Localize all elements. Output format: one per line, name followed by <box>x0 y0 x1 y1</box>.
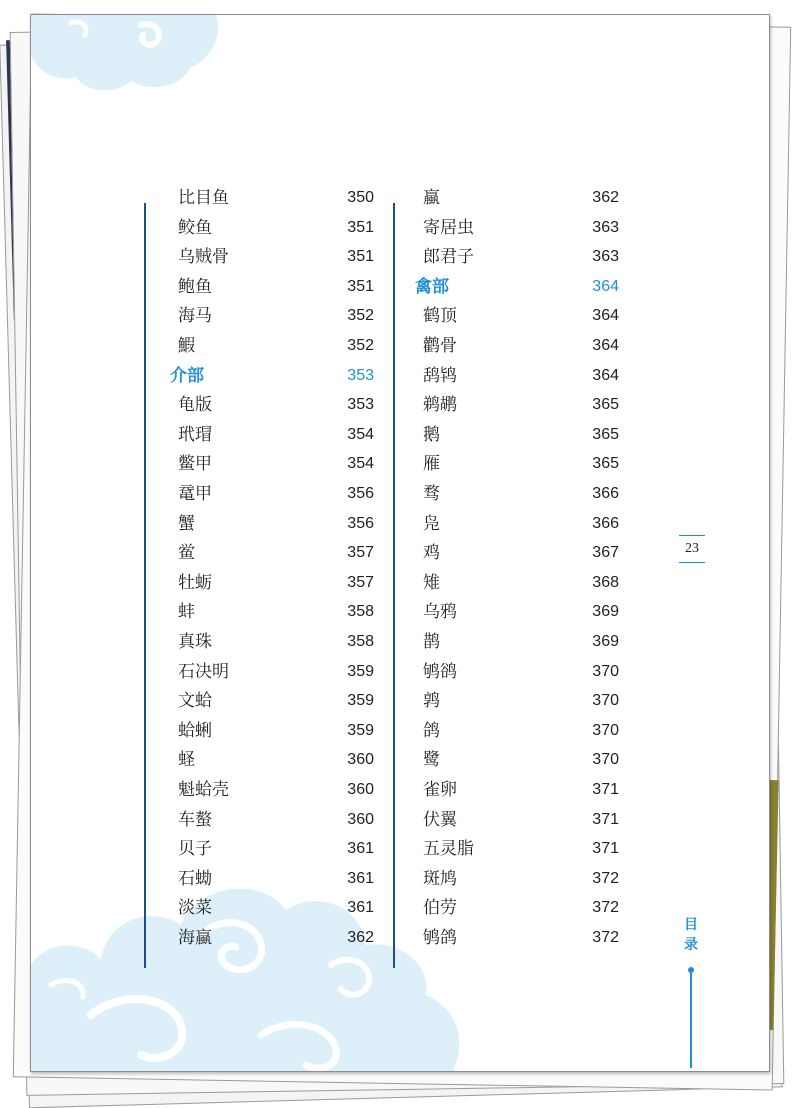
toc-entry-name: 骛 <box>423 484 440 504</box>
page-number: 23 <box>679 535 705 563</box>
toc-entry-page: 364 <box>592 337 619 354</box>
toc-entry-page: 365 <box>592 455 619 473</box>
toc-entry-page: 372 <box>592 899 619 917</box>
toc-entry-page: 372 <box>592 869 619 887</box>
toc-entry-page: 364 <box>592 277 619 295</box>
toc-entry-page: 351 <box>347 277 374 295</box>
toc-entry-name: 鼋甲 <box>178 484 212 504</box>
toc-entry-page: 361 <box>347 869 374 887</box>
toc-entry-name: 魁蛤壳 <box>178 780 229 800</box>
toc-section-header[interactable] <box>170 363 374 389</box>
toc-entry[interactable] <box>178 659 374 685</box>
toc-entry-name: 鹑 <box>423 691 440 712</box>
toc-entry-name: 文蛤 <box>178 691 212 712</box>
cloud-top-icon <box>31 15 231 105</box>
toc-entry[interactable] <box>423 925 619 951</box>
toc-entry-page: 350 <box>347 189 374 206</box>
toc-entry-page: 363 <box>592 218 619 236</box>
toc-entry-name: 寄居虫 <box>423 217 474 238</box>
toc-entry-page: 356 <box>347 485 374 502</box>
toc-entry[interactable] <box>423 244 619 270</box>
toc-entry-name: 雀卵 <box>423 780 457 800</box>
toc-entry[interactable] <box>423 481 619 507</box>
toc-entry[interactable] <box>423 659 619 685</box>
toc-entry-name: 雁 <box>423 454 440 475</box>
toc-entry-page: 370 <box>592 751 619 769</box>
toc-entry-page: 357 <box>347 573 374 591</box>
toc-section-header[interactable] <box>415 274 619 300</box>
toc-entry-name: 鹅 <box>423 424 440 445</box>
toc-entry-name: 蚌 <box>178 602 195 623</box>
toc-entry-page: 359 <box>347 721 374 739</box>
toc-entry-page: 366 <box>592 514 619 532</box>
toc-entry[interactable] <box>178 688 374 714</box>
toc-entry-page: 371 <box>592 781 619 798</box>
toc-entry[interactable] <box>178 451 374 477</box>
toc-entry[interactable] <box>178 511 374 537</box>
toc-entry-name: 蛏 <box>178 750 195 771</box>
toc-entry[interactable] <box>423 777 619 803</box>
toc-entry-page: 352 <box>347 307 374 325</box>
toc-entry[interactable] <box>423 895 619 921</box>
toc-entry-page: 363 <box>592 248 619 266</box>
toc-entry-name: 雉 <box>423 572 440 593</box>
toc-entry[interactable] <box>178 866 374 892</box>
toc-entry-name: 鲍鱼 <box>178 276 212 297</box>
toc-entry-name: 海马 <box>178 306 212 327</box>
toc-entry-page: 369 <box>592 633 619 650</box>
toc-entry[interactable] <box>178 836 374 862</box>
toc-entry-name: 五灵脂 <box>423 839 474 860</box>
toc-entry-page: 357 <box>347 544 374 562</box>
toc-entry-page: 360 <box>347 751 374 769</box>
toc-entry-page: 351 <box>347 248 374 266</box>
toc-entry[interactable] <box>423 540 619 566</box>
side-label-char: 目 <box>684 917 698 933</box>
toc-entry-page: 353 <box>347 366 374 384</box>
toc-entry-page: 353 <box>347 396 374 414</box>
toc-entry-page: 358 <box>347 603 374 621</box>
toc-entry-page: 358 <box>347 633 374 650</box>
left-column-rule <box>144 203 146 968</box>
toc-entry-name: 伏翼 <box>423 809 457 830</box>
toc-entry-page: 367 <box>592 544 619 562</box>
toc-entry-name: 鰕 <box>178 336 195 356</box>
toc-entry-page: 364 <box>592 366 619 384</box>
toc-entry[interactable] <box>423 747 619 773</box>
toc-entry-page: 368 <box>592 573 619 591</box>
toc-entry-name: 鸲鹆 <box>423 661 457 682</box>
toc-entry[interactable] <box>423 629 619 655</box>
toc-entry-page: 370 <box>592 692 619 710</box>
toc-entry[interactable] <box>423 303 619 329</box>
toc-entry-name: 鹊 <box>423 632 440 652</box>
toc-entry-page: 352 <box>347 337 374 354</box>
side-label-char: 录 <box>684 937 698 953</box>
toc-entry-page: 364 <box>592 307 619 325</box>
toc-entry-name: 比目鱼 <box>178 188 229 208</box>
toc-entry[interactable] <box>178 570 374 596</box>
toc-entry-name: 鲛鱼 <box>178 217 212 238</box>
toc-entry[interactable] <box>423 511 619 537</box>
toc-entry[interactable] <box>423 363 619 389</box>
toc-entry[interactable] <box>178 895 374 921</box>
toc-entry[interactable] <box>423 599 619 625</box>
toc-entry-name: 鳖甲 <box>178 454 212 475</box>
toc-entry[interactable] <box>423 185 619 211</box>
toc-entry-page: 361 <box>347 899 374 917</box>
toc-entry[interactable] <box>178 540 374 566</box>
toc-entry-name: 斑鸠 <box>423 868 457 889</box>
toc-entry-page: 360 <box>347 810 374 828</box>
toc-entry-name: 郎君子 <box>423 247 474 268</box>
toc-entry-page: 365 <box>592 396 619 414</box>
toc-entry[interactable] <box>178 925 374 951</box>
toc-entry-page: 370 <box>592 721 619 739</box>
toc-entry[interactable] <box>178 215 374 241</box>
toc-entry-name: 海蠃 <box>178 928 212 948</box>
toc-entry[interactable] <box>178 333 374 359</box>
toc-entry[interactable] <box>423 333 619 359</box>
toc-entry[interactable] <box>178 185 374 211</box>
toc-entry-name: 蟹 <box>178 513 195 534</box>
toc-entry-name: 蛤蜊 <box>178 720 212 741</box>
toc-entry-page: 372 <box>592 929 619 946</box>
toc-entry-name: 鹈鹕 <box>423 395 457 416</box>
toc-entry[interactable] <box>423 570 619 596</box>
toc-entry-page: 362 <box>592 189 619 206</box>
toc-entry[interactable] <box>178 303 374 329</box>
side-label <box>683 915 699 955</box>
toc-entry-name: 伯劳 <box>423 898 457 919</box>
toc-entry[interactable] <box>178 481 374 507</box>
toc-entry-page: 351 <box>347 218 374 236</box>
toc-entry-name: 真珠 <box>178 632 212 652</box>
toc-entry-name: 牡蛎 <box>178 572 212 593</box>
toc-entry-name: 石决明 <box>178 661 229 682</box>
toc-entry-page: 370 <box>592 662 619 680</box>
toc-entry-page: 362 <box>347 929 374 946</box>
toc-entry[interactable] <box>178 807 374 833</box>
side-rule <box>690 973 692 1068</box>
toc-entry[interactable] <box>423 866 619 892</box>
toc-entry-name: 鹤顶 <box>423 306 457 327</box>
toc-entry[interactable] <box>178 718 374 744</box>
toc-entry[interactable] <box>178 777 374 803</box>
toc-entry-page: 354 <box>347 425 374 443</box>
toc-entry-page: 360 <box>347 781 374 798</box>
toc-entry[interactable] <box>178 274 374 300</box>
toc-entry-name: 鸹鸨 <box>423 365 457 386</box>
toc-entry-name: 鸽 <box>423 720 440 741</box>
toc-entry-name: 介部 <box>170 365 204 386</box>
toc-entry-name: 车螯 <box>178 809 212 830</box>
toc-entry-name: 玳瑁 <box>178 424 212 445</box>
toc-entry-name: 鹳骨 <box>423 336 457 356</box>
toc-entry-name: 鸲鸽 <box>423 928 457 948</box>
toc-entry-page: 366 <box>592 485 619 502</box>
toc-entry-name: 禽部 <box>415 276 449 297</box>
toc-entry-name: 蠃 <box>423 188 440 208</box>
toc-entry[interactable] <box>423 422 619 448</box>
right-column-rule <box>393 203 395 968</box>
toc-page <box>30 14 770 1072</box>
toc-entry-name: 石蜐 <box>178 868 212 889</box>
toc-entry-name: 贝子 <box>178 839 212 860</box>
toc-entry[interactable] <box>423 807 619 833</box>
toc-entry-name: 凫 <box>423 513 440 534</box>
toc-entry-page: 356 <box>347 514 374 532</box>
toc-entry-name: 乌贼骨 <box>178 247 229 268</box>
toc-entry-name: 鹭 <box>423 750 440 771</box>
toc-entry[interactable] <box>423 451 619 477</box>
toc-entry-name: 鲎 <box>178 543 195 564</box>
toc-entry-page: 369 <box>592 603 619 621</box>
toc-entry[interactable] <box>178 747 374 773</box>
toc-entry[interactable] <box>178 422 374 448</box>
toc-entry[interactable] <box>178 599 374 625</box>
toc-entry[interactable] <box>423 836 619 862</box>
toc-entry-page: 365 <box>592 425 619 443</box>
toc-entry-name: 鸡 <box>423 543 440 564</box>
toc-entry[interactable] <box>423 718 619 744</box>
toc-entry-name: 龟版 <box>178 395 212 416</box>
toc-entry[interactable] <box>423 392 619 418</box>
toc-entry-name: 乌鸦 <box>423 602 457 623</box>
toc-entry-page: 361 <box>347 840 374 858</box>
toc-entry[interactable] <box>423 215 619 241</box>
toc-entry-page: 359 <box>347 662 374 680</box>
toc-entry[interactable] <box>178 629 374 655</box>
toc-entry-page: 354 <box>347 455 374 473</box>
toc-entry-page: 371 <box>592 840 619 858</box>
toc-entry-page: 371 <box>592 810 619 828</box>
toc-entry-page: 359 <box>347 692 374 710</box>
toc-entry-name: 淡菜 <box>178 898 212 919</box>
toc-entry[interactable] <box>178 244 374 270</box>
toc-entry[interactable] <box>178 392 374 418</box>
toc-entry[interactable] <box>423 688 619 714</box>
